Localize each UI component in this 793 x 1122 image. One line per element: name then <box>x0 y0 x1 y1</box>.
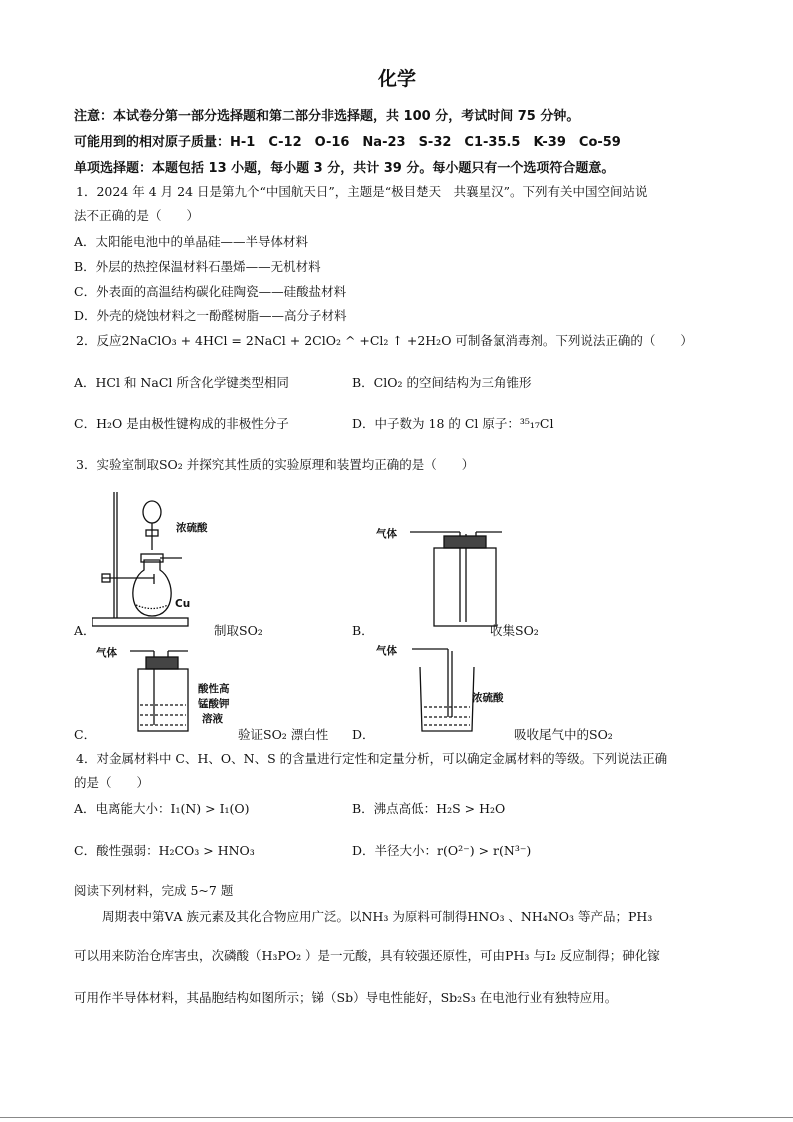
label-gas-d: 气体 <box>376 645 397 657</box>
q2-option-a: A．HCl 和 NaCl 所含化学键类型相同 <box>74 375 289 390</box>
q4-stem-line1: 4．对金属材料中 C、H、O、N、S 的含量进行定性和定量分析，可以确定金属材料的等级。下列说法正确 <box>76 751 668 766</box>
apparatus-a-figure <box>92 490 292 630</box>
page-title: 化学 <box>378 68 417 90</box>
label-kmno4-1: 酸性高 <box>198 683 230 695</box>
atomic-masses: 可能用到的相对原子质量：H-1 C-12 O-16 Na-23 S-32 C1-35.5 K-39 Co-59 <box>74 135 621 150</box>
apparatus-b-figure <box>410 522 520 627</box>
q1-stem-line1: 1．2024 年 4 月 24 日是第九个“中国航天日”，主题是“极目楚天 共襄星汉”。下列有关中国空间站说 <box>76 184 648 199</box>
label-kmno4-2: 锰酸钾 <box>198 698 230 710</box>
option-d-caption: 吸收尾气中的SO₂ <box>514 727 613 742</box>
option-c-letter: C． <box>74 727 97 742</box>
option-d-letter: D． <box>352 727 375 742</box>
passage-line3: 可用作半导体材料，其晶胞结构如图所示；锑（Sb）导电性能好，Sb₂S₃ 在电池行业有独特应用。 <box>74 990 618 1005</box>
exam-note: 注意：本试卷分第一部分选择题和第二部分非选择题，共 100 分，考试时间 75 分钟。 <box>74 109 580 124</box>
apparatus-d-figure <box>412 643 482 735</box>
q4-option-a: A．电离能大小：I₁(N) > I₁(O) <box>74 801 250 816</box>
option-b-caption: 收集SO₂ <box>490 623 539 638</box>
q3-stem: 3．实验室制取SO₂ 并探究其性质的实验原理和装置均正确的是（ ） <box>76 457 475 472</box>
passage-intro: 阅读下列材料，完成 5~7 题 <box>74 883 234 898</box>
q1-option-c: C．外表面的高温结构碳化硅陶瓷——硅酸盐材料 <box>74 284 347 299</box>
q2-stem: 2．反应2NaClO₃ + 4HCl = 2NaCl + 2ClO₂ ^ +Cl₂ ↑ +2H₂O 可制备氯消毒剂。下列说法正确的（ ） <box>76 333 693 348</box>
passage-line2: 可以用来防治仓库害虫，次磷酸（H₃PO₂ ）是一元酸，具有较强还原性，可由PH₃ 与I₂ 反应制得；砷化镓 <box>74 948 660 963</box>
q2-option-c: C．H₂O 是由极性键构成的非极性分子 <box>74 416 289 431</box>
label-kmno4-3: 溶液 <box>202 713 223 725</box>
q4-option-c: C．酸性强弱：H₂CO₃ > HNO₃ <box>74 843 255 858</box>
q2-option-d: D．中子数为 18 的 Cl 原子：³⁵₁₇Cl <box>352 416 554 431</box>
q4-option-d: D．半径大小：r(O²⁻) > r(N³⁻) <box>352 843 532 858</box>
option-a-caption: 制取SO₂ <box>214 623 263 638</box>
passage-line1: 周期表中第ⅤA 族元素及其化合物应用广泛。以NH₃ 为原料可制得HNO₃ 、NH₄NO₃ 等产品；PH₃ <box>102 909 653 924</box>
q1-option-b: B．外层的热控保温材料石墨烯——无机材料 <box>74 259 321 274</box>
q1-option-d: D．外壳的烧蚀材料之一酚醛树脂——高分子材料 <box>74 308 347 323</box>
option-c-caption: 验证SO₂ 漂白性 <box>238 727 329 742</box>
q1-option-a: A．太阳能电池中的单晶硅——半导体材料 <box>74 234 309 249</box>
page-bottom-rule <box>0 1117 793 1118</box>
q2-option-b: B．ClO₂ 的空间结构为三角锥形 <box>352 375 532 390</box>
label-conc-acid-a: 浓硫酸 <box>176 522 208 534</box>
label-gas-c: 气体 <box>96 647 117 659</box>
label-conc-acid-d: 浓硫酸 <box>472 692 504 704</box>
section-instruction: 单项选择题：本题包括 13 小题，每小题 3 分，共计 39 分。每小题只有一个选项符合题意。 <box>74 161 615 176</box>
q4-stem-line2: 的是（ ） <box>74 775 150 790</box>
label-cu: Cu <box>175 598 191 610</box>
q1-stem-line2: 法不正确的是（ ） <box>74 208 200 223</box>
option-a-letter: A． <box>74 623 96 638</box>
label-gas-b: 气体 <box>376 528 397 540</box>
q4-option-b: B．沸点高低：H₂S > H₂O <box>352 801 506 816</box>
option-b-letter: B． <box>352 623 374 638</box>
